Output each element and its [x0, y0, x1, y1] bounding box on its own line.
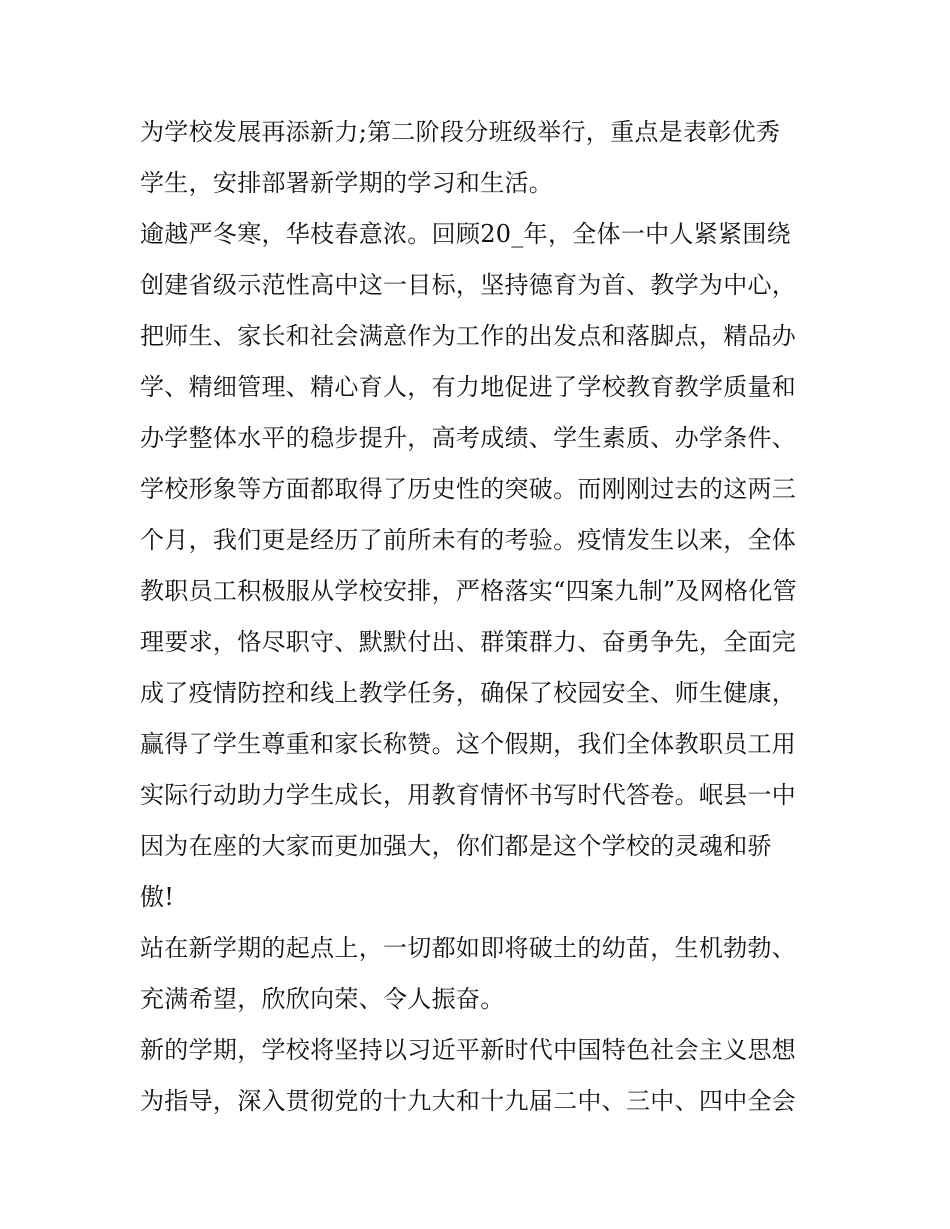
text-line: 创建省级示范性高中这一目标，坚持德育为首、教学为中心， [140, 271, 797, 299]
text-line: 逾越严冬寒，华枝春意浓。回顾20_年，全体一中人紧紧围绕 [140, 220, 791, 248]
document-body [140, 107, 820, 1127]
text-line: 站在新学期的起点上，一切都如即将破土的幼苗，生机勃勃、 [140, 934, 797, 962]
text-line: 充满希望，欣欣向荣、令人振奋。 [140, 985, 505, 1013]
text-line: 办学整体水平的稳步提升，高考成绩、学生素质、办学条件、 [140, 424, 797, 452]
text-line: 个月，我们更是经历了前所未有的考验。疫情发生以来，全体 [140, 526, 797, 554]
text-line: 教职员工积极服从学校安排，严格落实“四案九制”及网格化管 [140, 577, 797, 605]
text-line: 学、精细管理、精心育人，有力地促进了学校教育教学质量和 [140, 373, 797, 401]
text-line: 学校形象等方面都取得了历史性的突破。而刚刚过去的这两三 [140, 475, 797, 503]
text-line: 为学校发展再添新力;第二阶段分班级举行，重点是表彰优秀 [140, 118, 781, 146]
text-line: 把师生、家长和社会满意作为工作的出发点和落脚点，精品办 [140, 322, 797, 350]
text-line: 新的学期，学校将坚持以习近平新时代中国特色社会主义思想 [140, 1036, 797, 1064]
text-line: 学生，安排部署新学期的学习和生活。 [140, 169, 554, 197]
text-line: 傲! [140, 883, 175, 911]
text-line: 成了疫情防控和线上教学任务，确保了校园安全、师生健康， [140, 679, 797, 707]
text-line: 赢得了学生尊重和家长称赞。这个假期，我们全体教职员工用 [140, 730, 797, 758]
text-line: 因为在座的大家而更加强大，你们都是这个学校的灵魂和骄 [140, 832, 772, 860]
text-line: 理要求，恪尽职守、默默付出、群策群力、奋勇争先，全面完 [140, 628, 797, 656]
text-line: 实际行动助力学生成长，用教育情怀书写时代答卷。岷县一中 [140, 781, 797, 809]
text-line: 为指导，深入贯彻党的十九大和十九届二中、三中、四中全会 [140, 1087, 797, 1115]
